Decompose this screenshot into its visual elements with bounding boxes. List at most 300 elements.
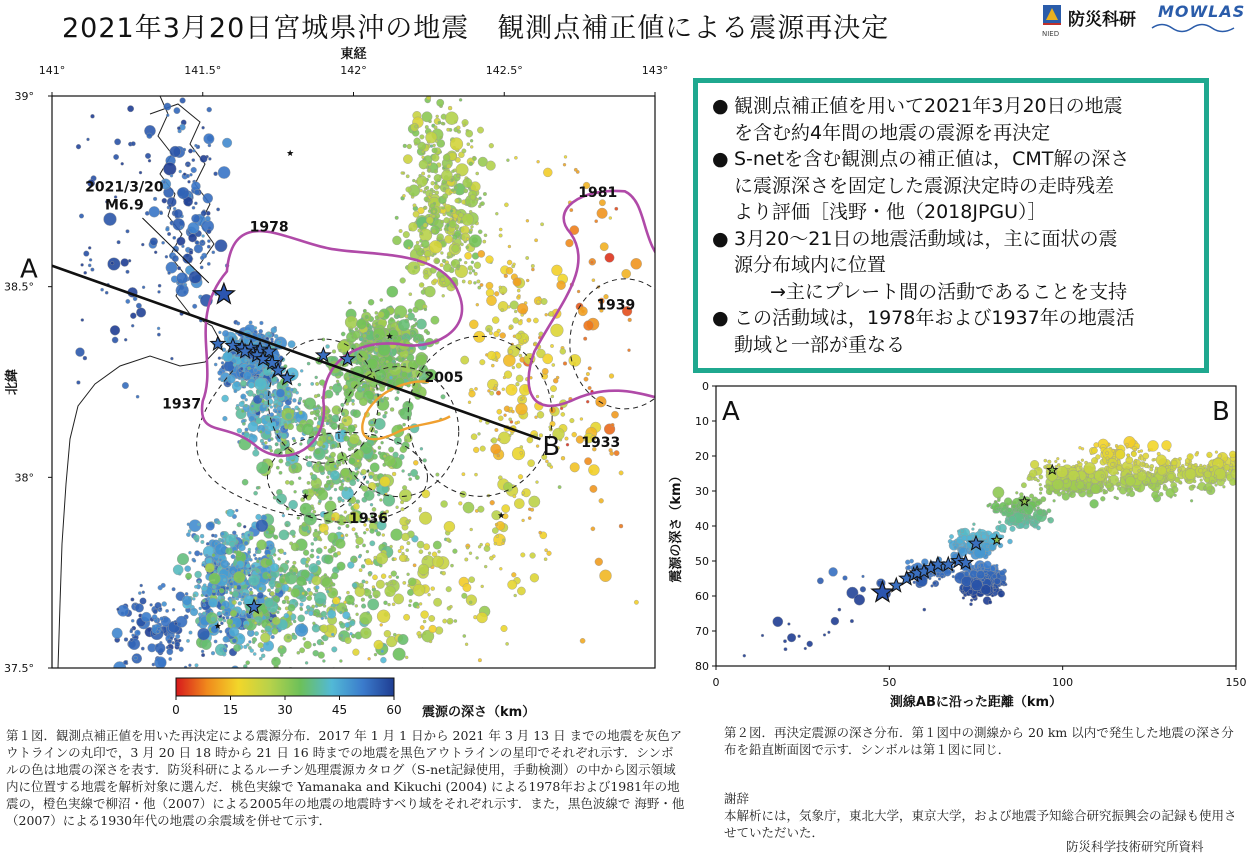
earthquake-dot — [586, 372, 590, 376]
earthquake-dot — [188, 551, 191, 554]
earthquake-dot — [423, 459, 427, 463]
point-b-label: B — [542, 432, 561, 463]
earthquake-dot — [429, 640, 432, 643]
earthquake-dot — [165, 255, 168, 258]
earthquake-dot — [386, 362, 393, 369]
earthquake-dot — [550, 421, 556, 427]
section-dot — [1084, 462, 1096, 474]
earthquake-dot — [613, 89, 616, 92]
earthquake-dot — [480, 202, 484, 206]
earthquake-dot — [307, 362, 310, 365]
earthquake-dot — [420, 447, 423, 450]
earthquake-dot — [425, 186, 429, 190]
earthquake-dot — [247, 550, 250, 553]
section-dot — [1207, 452, 1213, 458]
earthquake-dot — [309, 456, 312, 459]
earthquake-dot — [409, 599, 412, 602]
earthquake-dot — [489, 331, 493, 335]
earthquake-dot — [442, 571, 446, 575]
earthquake-dot — [347, 377, 350, 380]
earthquake-dot — [504, 274, 508, 278]
section-dot — [1077, 461, 1080, 464]
earthquake-dot — [206, 211, 210, 215]
earthquake-dot — [194, 202, 197, 205]
earthquake-dot — [359, 583, 364, 588]
earthquake-dot — [414, 244, 421, 251]
earthquake-dot — [499, 234, 503, 238]
earthquake-dot — [459, 213, 464, 218]
earthquake-dot — [275, 596, 278, 599]
earthquake-dot — [158, 290, 161, 293]
earthquake-dot — [356, 319, 366, 329]
earthquake-dot — [429, 240, 442, 253]
x-tick-label: 141.5° — [184, 64, 222, 77]
earthquake-dot — [403, 363, 406, 366]
earthquake-dot — [362, 544, 365, 547]
section-dot — [960, 529, 964, 533]
earthquake-dot — [469, 320, 478, 329]
earthquake-dot — [81, 319, 84, 322]
earthquake-dot — [348, 301, 351, 304]
section-dot — [979, 532, 982, 535]
section-dot — [1039, 492, 1042, 495]
earthquake-dot — [352, 403, 355, 406]
earthquake-dot — [79, 214, 84, 219]
earthquake-dot — [498, 416, 503, 421]
earthquake-dot — [314, 537, 318, 541]
earthquake-dot — [359, 397, 367, 405]
earthquake-dot — [249, 591, 253, 595]
earthquake-dot — [448, 106, 452, 110]
earthquake-dot — [91, 114, 95, 118]
earthquake-dot — [265, 559, 272, 566]
earthquake-dot — [469, 552, 472, 555]
earthquake-dot — [333, 607, 336, 610]
earthquake-dot — [250, 649, 254, 653]
earthquake-dot — [127, 106, 133, 112]
earthquake-dot — [544, 558, 547, 561]
earthquake-dot — [377, 670, 380, 673]
section-dot — [1199, 464, 1202, 467]
earthquake-dot — [466, 595, 477, 606]
earthquake-dot — [141, 612, 151, 622]
earthquake-dot — [456, 126, 460, 130]
earthquake-dot — [258, 623, 261, 626]
earthquake-dot — [580, 638, 585, 643]
earthquake-dot — [508, 245, 511, 248]
earthquake-dot — [285, 461, 290, 466]
earthquake-dot — [175, 642, 180, 647]
earthquake-dot — [517, 587, 525, 595]
earthquake-dot — [368, 657, 371, 660]
earthquake-dot — [619, 471, 623, 475]
earthquake-dot — [275, 588, 280, 593]
earthquake-dot — [271, 327, 277, 333]
section-dot — [993, 487, 1004, 498]
earthquake-dot — [470, 229, 473, 232]
earthquake-dot — [330, 484, 333, 487]
earthquake-dot — [220, 532, 224, 536]
earthquake-dot — [566, 239, 574, 247]
earthquake-dot — [266, 613, 269, 616]
earthquake-dot — [167, 649, 173, 655]
earthquake-dot — [278, 410, 281, 413]
earthquake-dot — [407, 541, 411, 545]
section-dot — [1247, 471, 1250, 474]
earthquake-dot — [556, 376, 559, 379]
earthquake-dot — [299, 411, 303, 415]
earthquake-dot — [185, 566, 191, 572]
earthquake-dot — [452, 245, 460, 253]
bullet-icon: ● — [712, 227, 729, 250]
earthquake-dot — [427, 199, 430, 202]
earthquake-dot — [341, 332, 345, 336]
earthquake-dot — [501, 625, 508, 632]
earthquake-dot — [428, 175, 431, 178]
earthquake-dot — [360, 612, 373, 625]
earthquake-dot — [378, 364, 381, 367]
earthquake-dot — [341, 534, 344, 537]
earthquake-dot — [486, 256, 494, 264]
earthquake-dot — [260, 395, 263, 398]
section-dot — [1078, 489, 1082, 493]
earthquake-dot — [572, 432, 577, 437]
earthquake-dot — [415, 340, 418, 343]
earthquake-dot — [355, 604, 358, 607]
earthquake-dot — [433, 541, 441, 549]
earthquake-dot — [374, 430, 377, 433]
earthquake-dot — [166, 262, 177, 273]
earthquake-dot — [234, 551, 237, 554]
earthquake-dot — [231, 666, 239, 674]
earthquake-dot — [527, 318, 531, 322]
earthquake-dot — [217, 596, 222, 601]
earthquake-dot — [201, 211, 206, 216]
earthquake-dot — [502, 539, 505, 542]
section-dot — [981, 534, 986, 539]
section-dot — [989, 543, 996, 550]
earthquake-dot — [495, 428, 499, 432]
earthquake-dot — [225, 611, 229, 615]
earthquake-dot — [433, 144, 436, 147]
earthquake-dot — [459, 98, 462, 101]
earthquake-dot — [131, 324, 134, 327]
earthquake-dot — [170, 357, 173, 360]
earthquake-dot — [429, 615, 435, 621]
earthquake-dot — [595, 220, 598, 223]
earthquake-dot — [266, 531, 269, 534]
section-dot — [1238, 463, 1241, 466]
earthquake-dot — [270, 544, 273, 547]
earthquake-dot — [490, 500, 495, 505]
x-axis-label: 東経 — [340, 47, 367, 62]
earthquake-dot — [270, 591, 275, 596]
earthquake-dot — [376, 531, 381, 536]
earthquake-dot — [462, 473, 465, 476]
section-dot — [1029, 470, 1037, 478]
earthquake-dot — [418, 185, 422, 189]
earthquake-dot — [437, 99, 444, 106]
earthquake-dot — [407, 262, 420, 275]
earthquake-dot — [326, 590, 329, 593]
earthquake-dot — [366, 481, 369, 484]
summary-line: 源分布域内に位置 — [734, 254, 887, 276]
earthquake-dot — [419, 174, 422, 177]
earthquake-dot — [406, 549, 409, 552]
earthquake-dot — [214, 363, 217, 366]
earthquake-dot — [341, 412, 344, 415]
earthquake-dot — [609, 374, 614, 379]
earthquake-dot — [477, 280, 481, 284]
earthquake-dot — [462, 280, 465, 283]
earthquake-dot — [453, 234, 458, 239]
earthquake-dot — [574, 168, 577, 171]
earthquake-dot — [172, 641, 175, 644]
earthquake-dot — [307, 481, 310, 484]
earthquake-dot — [489, 143, 494, 148]
earthquake-dot — [381, 399, 384, 402]
earthquake-dot — [443, 154, 450, 161]
earthquake-dot — [401, 507, 405, 511]
section-dot — [972, 528, 975, 531]
earthquake-dot — [463, 502, 474, 513]
earthquake-dot — [465, 643, 468, 646]
earthquake-dot — [352, 528, 356, 532]
earthquake-dot — [580, 418, 583, 421]
earthquake-dot — [558, 485, 561, 488]
earthquake-dot — [165, 227, 169, 231]
earthquake-dot — [347, 562, 354, 569]
earthquake-dot — [375, 334, 379, 338]
earthquake-dot — [138, 592, 141, 595]
earthquake-dot — [600, 243, 608, 251]
earthquake-dot — [141, 647, 144, 650]
earthquake-dot — [499, 567, 502, 570]
earthquake-dot — [355, 472, 358, 475]
earthquake-dot — [494, 542, 497, 545]
earthquake-dot — [480, 283, 483, 286]
earthquake-dot — [256, 514, 262, 520]
earthquake-dot — [615, 207, 618, 210]
earthquake-dot — [168, 204, 171, 207]
earthquake-dot — [207, 107, 212, 112]
earthquake-dot — [276, 389, 285, 398]
earthquake-dot — [423, 544, 429, 550]
earthquake-dot — [317, 440, 323, 446]
earthquake-dot — [429, 193, 432, 196]
earthquake-dot — [390, 545, 393, 548]
earthquake-dot — [406, 558, 410, 562]
earthquake-dot — [170, 146, 181, 157]
earthquake-dot — [316, 556, 319, 559]
earthquake-dot — [206, 522, 215, 531]
earthquake-dot — [316, 548, 322, 554]
earthquake-dot — [344, 511, 347, 514]
section-dot — [1026, 506, 1029, 509]
earthquake-dot — [112, 628, 123, 639]
section-dot — [1218, 454, 1222, 458]
earthquake-dot — [230, 591, 233, 594]
earthquake-dot — [491, 364, 494, 367]
section-dot — [1215, 451, 1218, 454]
earthquake-dot — [186, 174, 190, 178]
earthquake-dot — [476, 172, 479, 175]
earthquake-dot — [560, 407, 563, 410]
earthquake-dot — [631, 258, 642, 269]
earthquake-dot — [552, 363, 555, 366]
earthquake-dot — [286, 600, 289, 603]
earthquake-dot — [487, 329, 490, 332]
earthquake-dot — [295, 624, 308, 637]
earthquake-dot — [460, 243, 463, 246]
earthquake-dot — [560, 348, 566, 354]
earthquake-dot — [443, 187, 446, 190]
earthquake-dot — [561, 456, 565, 460]
earthquake-dot — [460, 220, 463, 223]
earthquake-dot — [188, 180, 191, 183]
earthquake-dot — [552, 265, 563, 276]
earthquake-dot — [183, 148, 186, 151]
earthquake-dot — [628, 349, 631, 352]
earthquake-dot — [413, 211, 419, 217]
earthquake-dot — [374, 640, 383, 649]
earthquake-dot — [157, 627, 160, 630]
earthquake-dot — [383, 414, 387, 418]
earthquake-dot — [469, 601, 472, 604]
earthquake-dot — [223, 352, 233, 362]
earthquake-dot — [204, 134, 215, 145]
earthquake-dot — [550, 385, 556, 391]
section-dot — [1211, 487, 1214, 490]
earthquake-dot — [494, 384, 497, 387]
section-dot — [1035, 500, 1040, 505]
earthquake-dot — [312, 622, 315, 625]
earthquake-dot — [619, 524, 623, 528]
earthquake-dot — [202, 564, 205, 567]
earthquake-dot — [268, 438, 272, 442]
section-dot — [972, 523, 975, 526]
earthquake-dot — [317, 462, 320, 465]
earthquake-dot — [294, 490, 297, 493]
earthquake-dot — [474, 272, 478, 276]
earthquake-dot — [302, 423, 314, 435]
earthquake-dot — [346, 477, 350, 481]
earthquake-dot — [190, 173, 193, 176]
earthquake-dot — [628, 318, 632, 322]
earthquake-dot — [238, 601, 242, 605]
earthquake-dot — [384, 411, 387, 414]
earthquake-dot — [154, 251, 157, 254]
earthquake-dot — [360, 628, 371, 639]
earthquake-dot — [283, 552, 286, 555]
earthquake-dot — [310, 573, 313, 576]
earthquake-dot — [476, 303, 479, 306]
earthquake-dot — [529, 376, 532, 379]
earthquake-dot — [338, 408, 341, 411]
earthquake-dot — [188, 664, 191, 667]
colorbar-gradient — [176, 678, 394, 696]
earthquake-dot — [253, 554, 256, 557]
earthquake-dot — [285, 524, 288, 527]
earthquake-dot — [403, 155, 412, 164]
earthquake-dot — [207, 229, 212, 234]
earthquake-dot — [231, 554, 235, 558]
section-dot — [1189, 460, 1192, 463]
earthquake-dot — [409, 478, 412, 481]
earthquake-dot — [113, 154, 118, 159]
earthquake-dot — [290, 530, 296, 536]
earthquake-dot — [315, 586, 319, 590]
earthquake-dot — [420, 232, 423, 235]
earthquake-dot — [331, 423, 338, 430]
earthquake-dot — [545, 313, 548, 316]
earthquake-dot — [296, 576, 306, 586]
section-dot — [995, 501, 998, 504]
earthquake-dot — [533, 318, 538, 323]
earthquake-dot — [126, 230, 130, 234]
section-dot — [1031, 521, 1035, 525]
earthquake-dot — [463, 634, 466, 637]
section-dot — [1054, 460, 1057, 463]
section-dot — [1044, 459, 1047, 462]
earthquake-dot — [214, 640, 217, 643]
earthquake-dot — [483, 240, 486, 243]
earthquake-dot — [452, 242, 455, 245]
section-dot — [1008, 539, 1013, 544]
earthquake-dot — [385, 582, 388, 585]
earthquake-dot — [376, 580, 385, 589]
earthquake-dot — [117, 608, 120, 611]
earthquake-dot — [359, 569, 362, 572]
earthquake-dot — [190, 608, 198, 616]
x-tick-label: 141° — [38, 64, 66, 77]
earthquake-dot — [527, 437, 533, 443]
earthquake-dot — [536, 300, 540, 304]
earthquake-dot — [269, 396, 272, 399]
earthquake-dot — [298, 477, 301, 480]
earthquake-dot — [253, 450, 260, 457]
earthquake-dot — [278, 607, 281, 610]
earthquake-dot — [334, 488, 337, 491]
earthquake-dot — [201, 639, 212, 650]
earthquake-dot — [506, 384, 517, 395]
earthquake-dot — [469, 390, 476, 397]
earthquake-dot — [414, 378, 417, 381]
section-dot — [1012, 504, 1016, 508]
earthquake-dot — [551, 395, 554, 398]
earthquake-dot — [407, 573, 410, 576]
earthquake-dot — [536, 395, 539, 398]
earthquake-dot — [174, 107, 180, 113]
earthquake-dot — [419, 512, 432, 525]
earthquake-dot — [297, 408, 300, 411]
earthquake-dot — [76, 144, 81, 149]
section-dot — [1224, 464, 1230, 470]
section-dot — [1209, 467, 1213, 471]
earthquake-dot — [157, 333, 160, 336]
earthquake-dot — [246, 564, 251, 569]
earthquake-dot — [298, 399, 301, 402]
earthquake-dot — [436, 473, 440, 477]
earthquake-dot — [124, 638, 128, 642]
earthquake-dot — [331, 517, 334, 520]
section-dot — [1185, 468, 1196, 479]
earthquake-dot — [197, 623, 200, 626]
earthquake-dot — [396, 358, 399, 361]
y-tick-label: 39° — [14, 90, 34, 103]
earthquake-dot — [405, 656, 408, 659]
earthquake-dot — [377, 610, 390, 623]
